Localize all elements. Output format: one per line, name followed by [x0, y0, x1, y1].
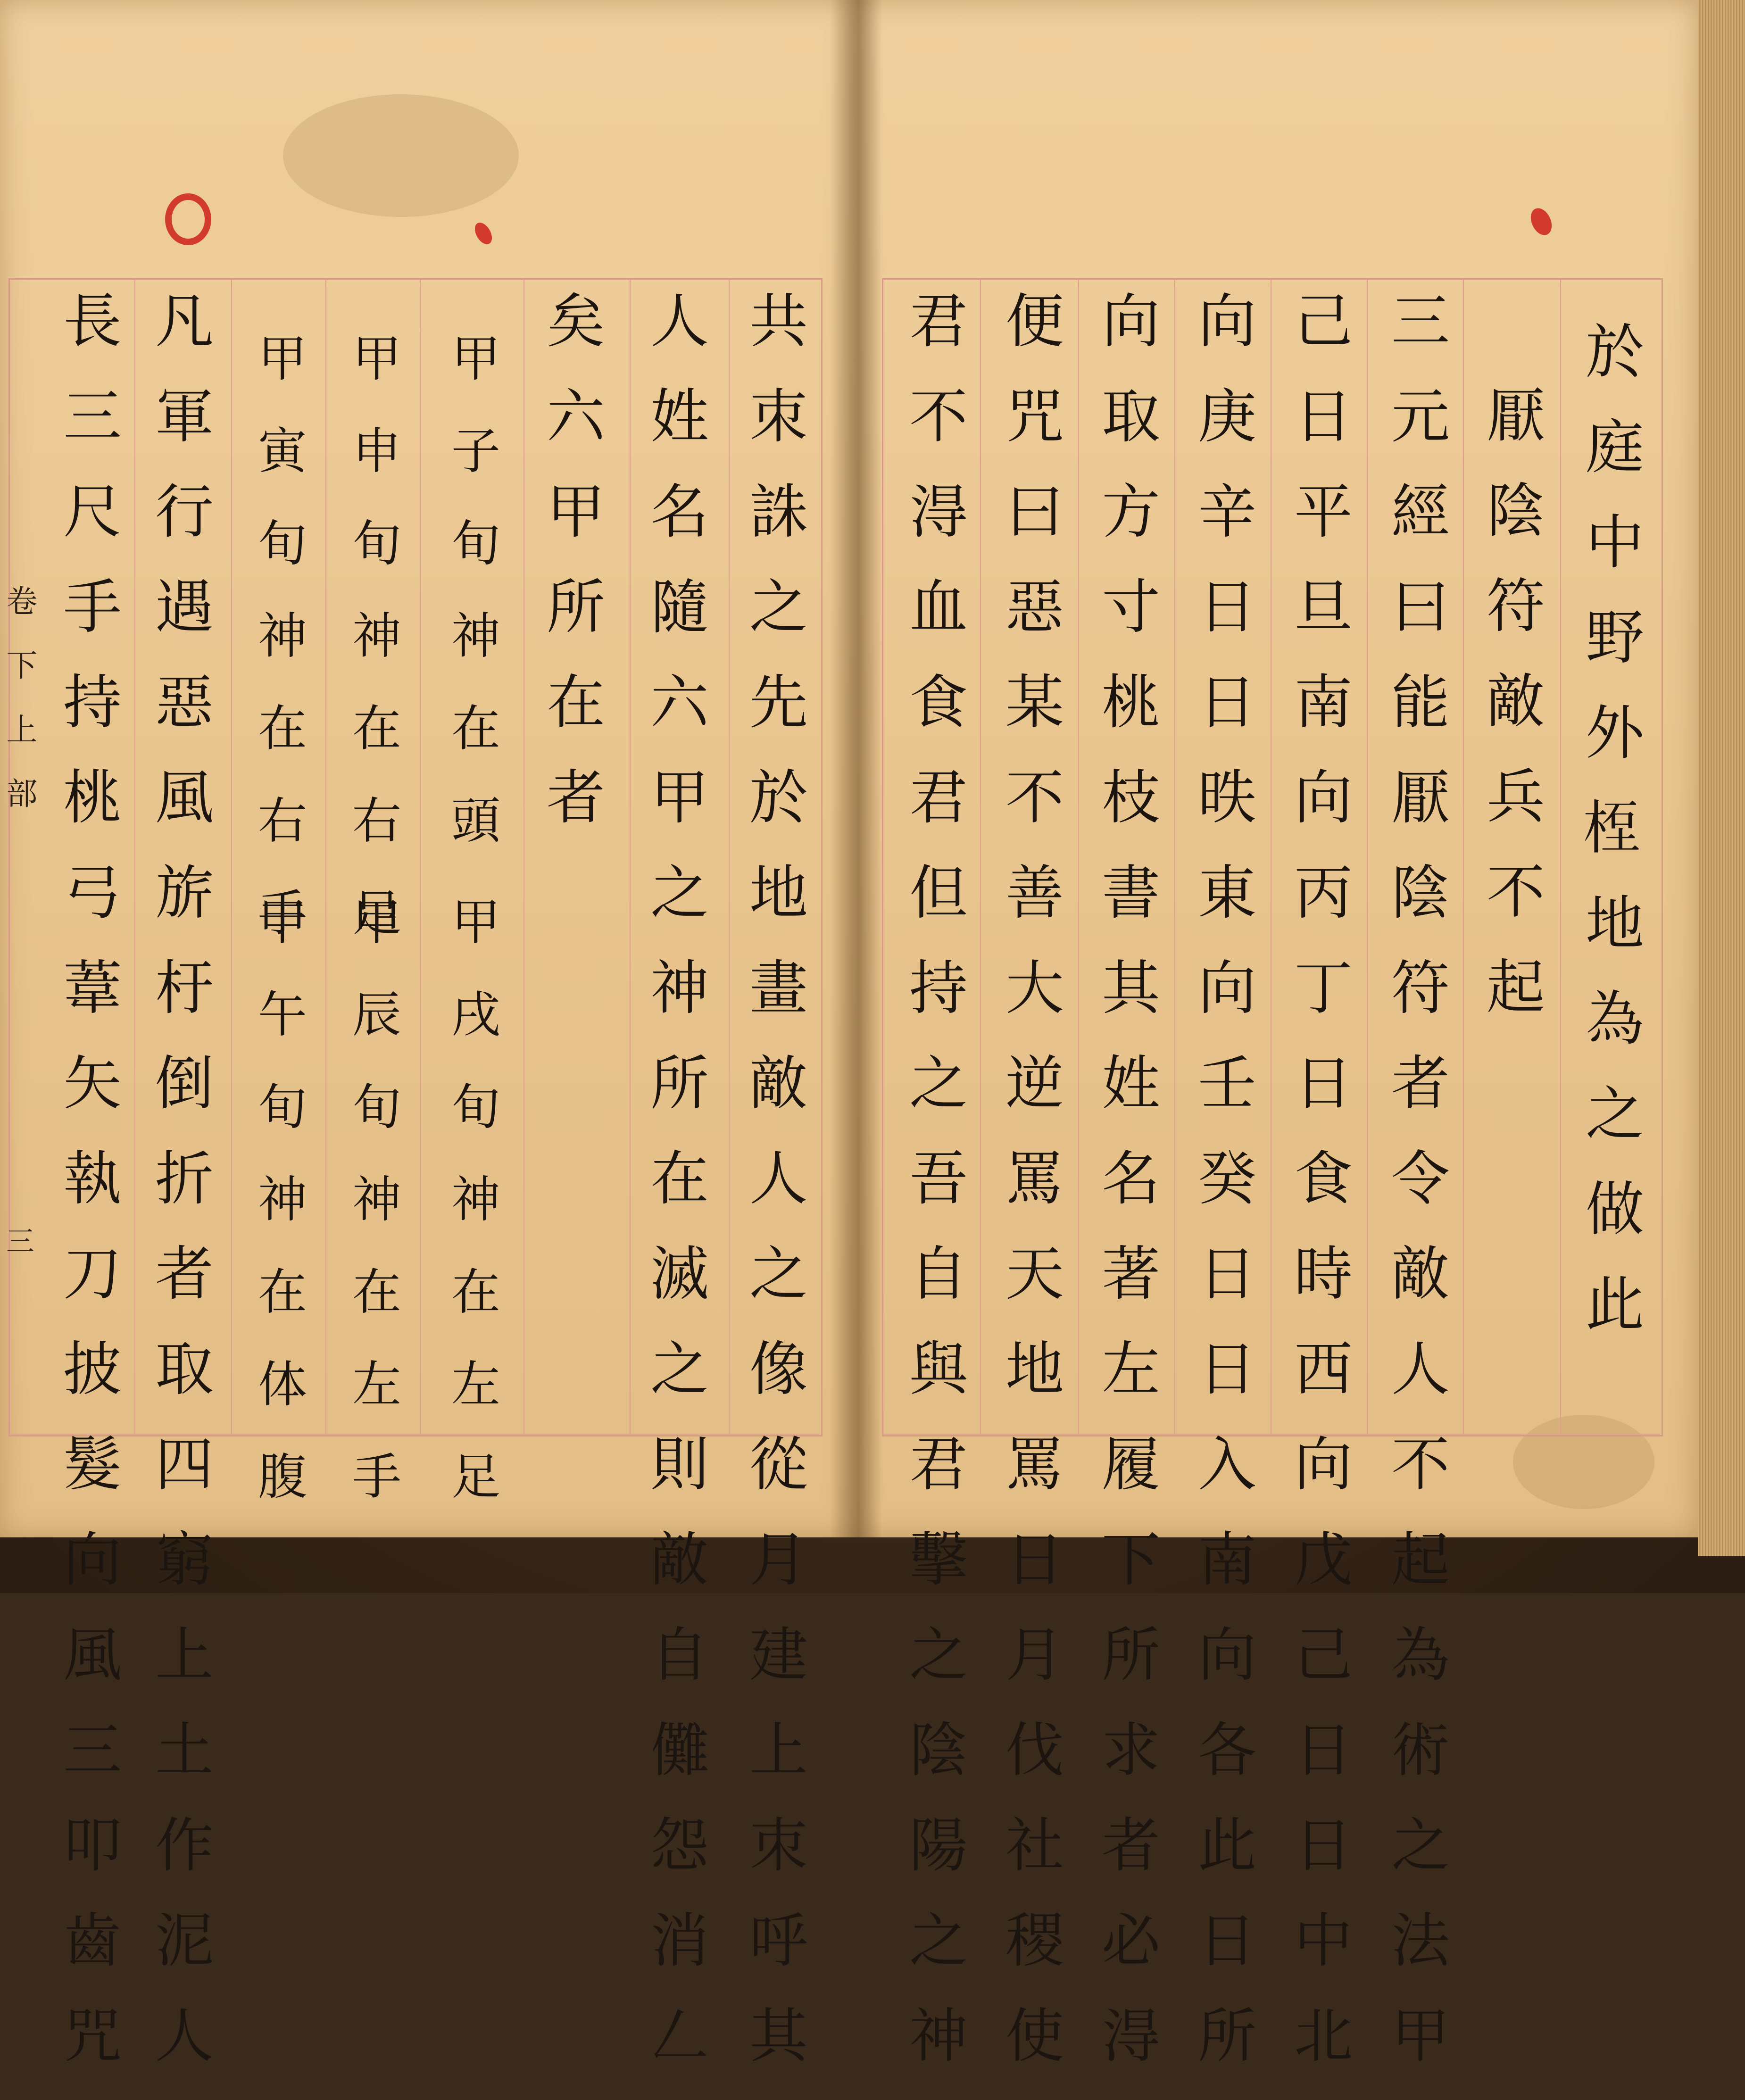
- red-dot-mark: [1527, 205, 1556, 238]
- column-rule: [630, 278, 631, 1434]
- column-rule: [420, 278, 421, 1434]
- text-column-3: 矣六甲所在者: [537, 290, 605, 862]
- column-rule: [1078, 278, 1079, 1434]
- column-rule: [325, 278, 326, 1434]
- column-rule: [231, 278, 232, 1434]
- folio-number: 三: [1, 1226, 34, 1254]
- page-edge-stack: [1698, 0, 1745, 1556]
- text-column-1: 共朿誅之先於地畫敵人之像從月建上朿呼其: [740, 290, 807, 2100]
- text-column-3: 三元經曰能厭陰符者令敵人不起為術之法甲: [1381, 290, 1449, 2100]
- volume-margin-label: 卷下上部: [1, 585, 37, 841]
- text-column-2: 人姓名隨六甲之神所在滅之則敵自儺怨消𠃋: [640, 290, 708, 2100]
- column-rule: [729, 278, 730, 1434]
- red-dot-mark: [472, 220, 496, 247]
- text-column-5: 甲戌旬神在左足: [443, 896, 500, 1543]
- column-rule: [134, 278, 135, 1434]
- column-rule: [980, 278, 981, 1434]
- text-column-6: 向取方寸桃枝書其姓名著左履下所求者必淂: [1092, 290, 1160, 2100]
- column-rule: [1463, 278, 1464, 1434]
- text-column-8: 君不淂血食君但持之吾自與君擊之陰陽之神: [899, 290, 967, 2100]
- left-page: [0, 0, 853, 2100]
- text-column-9: 甲午旬神在体腹: [249, 896, 307, 1543]
- section-heading: 厭陰符敵兵不起: [1477, 384, 1545, 1051]
- paper-stain: [283, 94, 519, 217]
- text-column-4: 甲子旬神在頭: [443, 332, 500, 887]
- text-column-10: 凡軍行遇惡風旂杅倒折者取四窮上土作泥人: [145, 290, 213, 2100]
- text-column-4: 己日平旦南向丙丁日食時西向戊己日日中北: [1284, 290, 1352, 2100]
- text-column-6: 甲申旬神在右足: [344, 332, 401, 979]
- text-column-7: 便咒曰惡某不善大逆罵天地罵日月伐社稷使: [996, 290, 1064, 2100]
- text-column-8: 甲寅旬神在右手: [249, 332, 307, 979]
- column-rule: [1560, 278, 1561, 1434]
- text-column-7: 甲辰旬神在左手: [344, 896, 401, 1543]
- text-column-5: 向庚辛日日昳東向壬癸日日入南向各此日所: [1188, 290, 1256, 2100]
- text-column-11: 長三尺手持桃弓葦矢執刀披髮向風三叩齒咒: [53, 290, 121, 2100]
- text-column-1: 於庭中野外𥒯地為之做此: [1576, 321, 1644, 1369]
- red-circle-mark: [165, 193, 211, 245]
- right-page: [853, 0, 1698, 2100]
- column-rule: [1367, 278, 1368, 1434]
- book-gutter: [830, 0, 882, 1537]
- column-rule: [1174, 278, 1175, 1434]
